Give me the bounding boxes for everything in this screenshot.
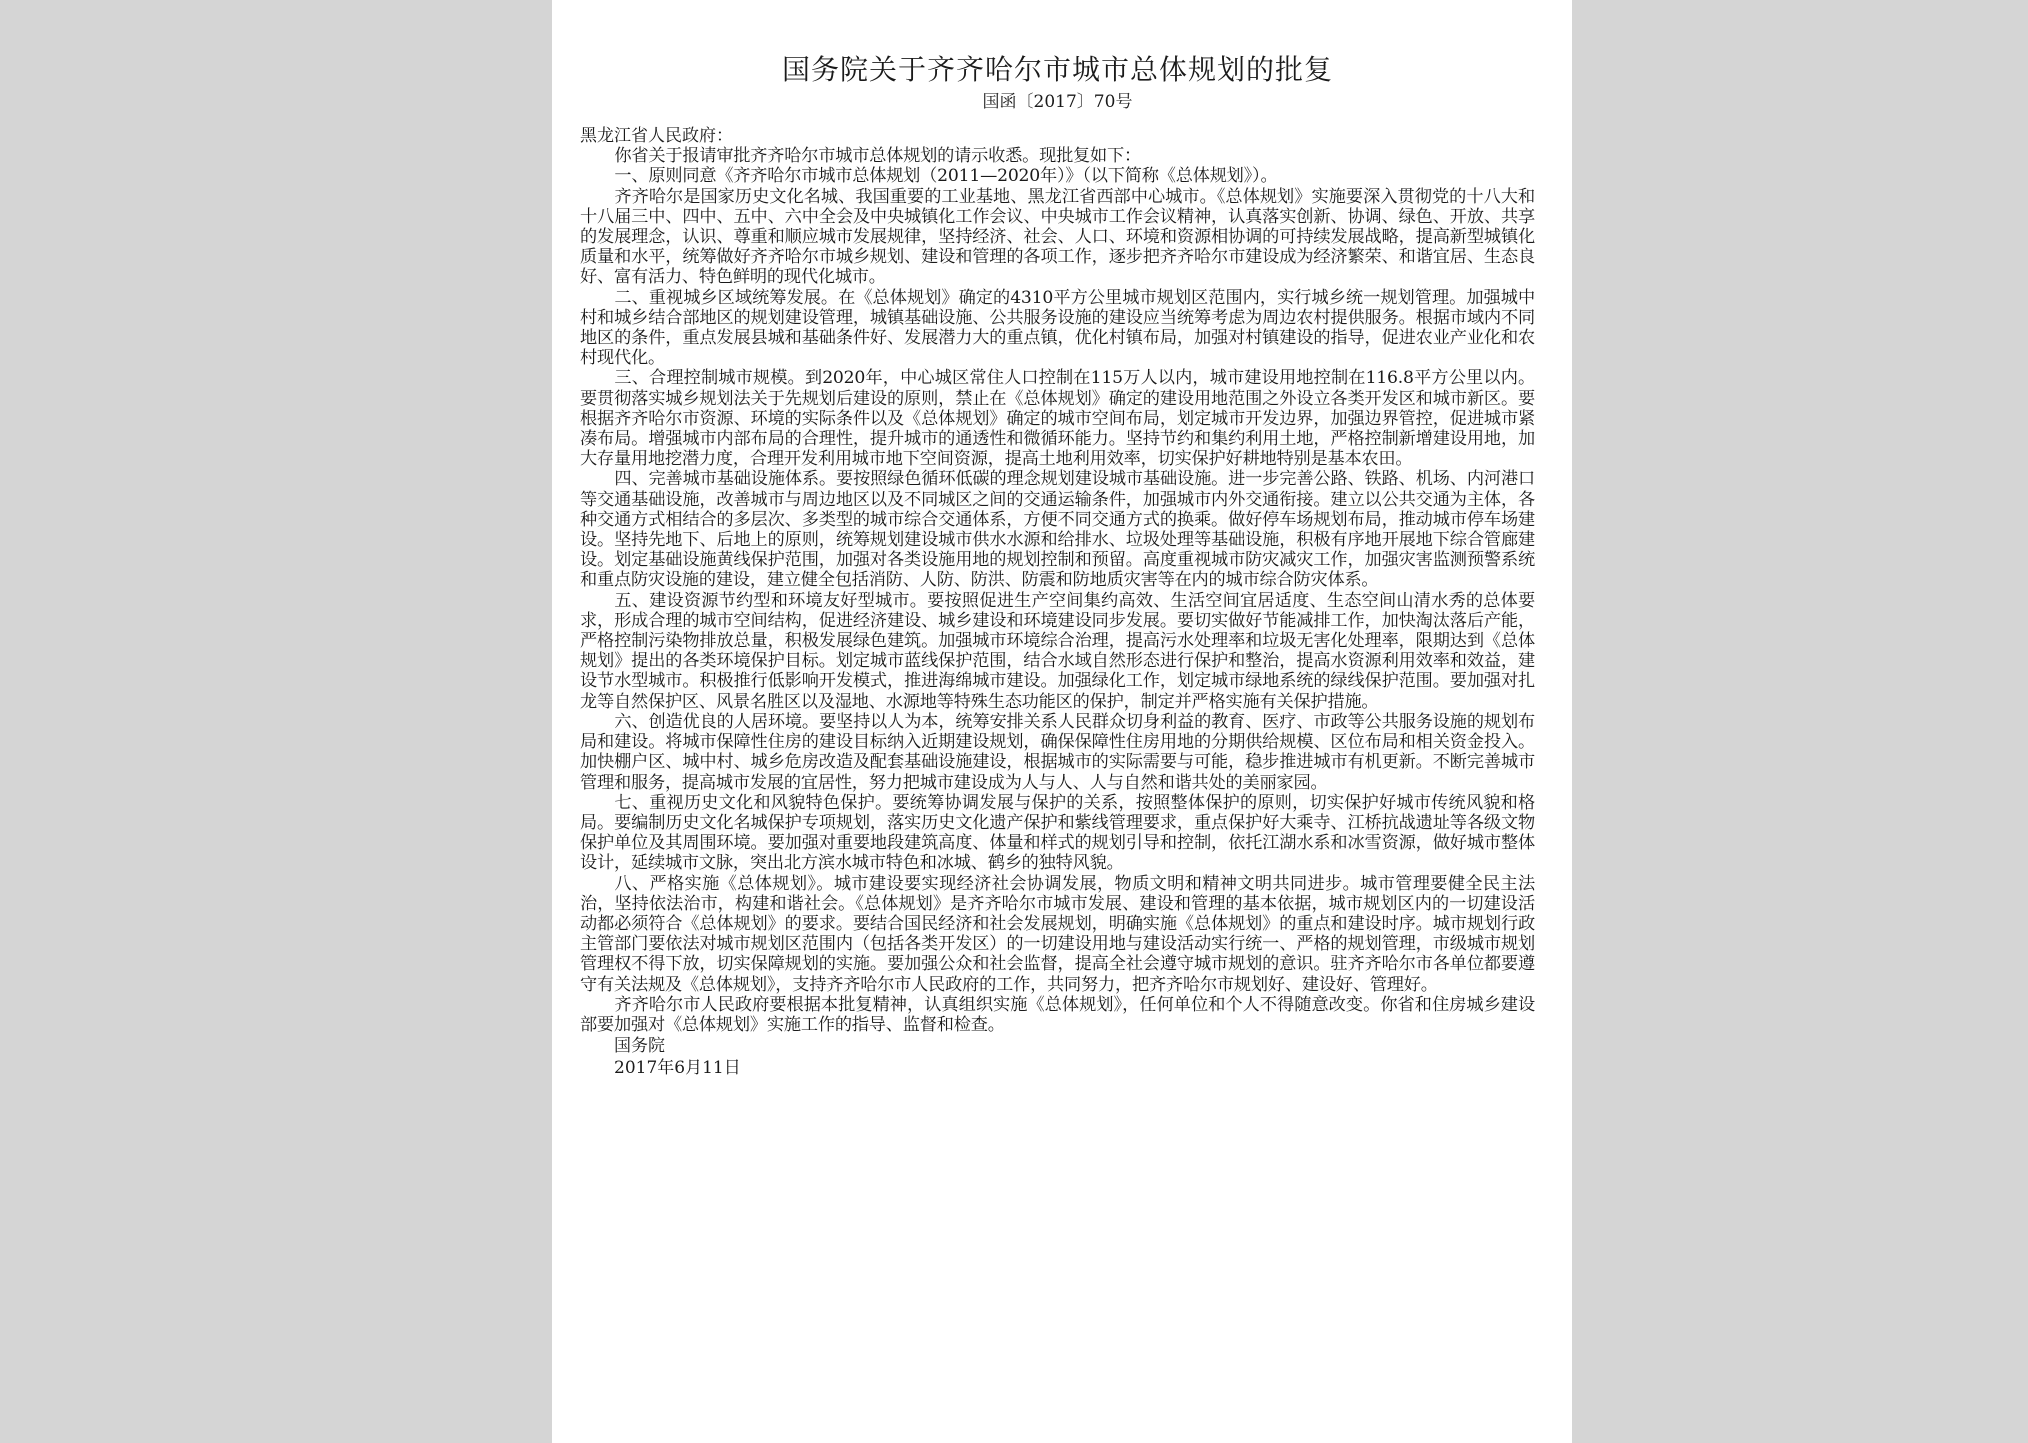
paragraph: 齐齐哈尔市人民政府要根据本批复精神，认真组织实施《总体规划》，任何单位和个人不得随意改变。你省和住房城乡建设部要加强对《总体规划》实施工作的指导、监督和检查。 [580,994,1535,1035]
paragraph: 七、重视历史文化和风貌特色保护。要统筹协调发展与保护的关系，按照整体保护的原则，切实保护好城市传统风貌和格局。要编制历史文化名城保护专项规划，落实历史文化遗产保护和紫线管理要求，重点保护好大乘寺、江桥抗战遗址等各级文物保护单位及其周围环境。要加强对重要地段建筑高度、体量和样式的规划引导和控制，依托江湖水系和冰雪资源，做好城市整体设计，延续城市文脉，突出北方滨水城市特色和冰城、鹤乡的独特风貌。 [580,792,1535,874]
paragraph: 齐齐哈尔是国家历史文化名城、我国重要的工业基地、黑龙江省西部中心城市。《总体规划》实施要深入贯彻党的十八大和十八届三中、四中、五中、六中全会及中央城镇化工作会议、中央城市工作会议精神，认真落实创新、协调、绿色、开放、共享的发展理念，认识、尊重和顺应城市发展规律，坚持经济、社会、人口、环境和资源相协调的可持续发展战略，提高新型城镇化质量和水平，统筹做好齐齐哈尔市城乡规划、建设和管理的各项工作，逐步把齐齐哈尔市建设成为经济繁荣、和谐宜居、生态良好、富有活力、特色鲜明的现代化城市。 [580,186,1535,288]
document-body [580,146,1535,1035]
document-number: 国函〔2017〕70号 [982,92,1133,112]
document-page [552,0,1572,1443]
addressee: 黑龙江省人民政府： [580,126,733,146]
paragraph: 八、严格实施《总体规划》。城市建设要实现经济社会协调发展，物质文明和精神文明共同进步。城市管理要健全民主法治，坚持依法治市，构建和谐社会。《总体规划》是齐齐哈尔市城市发展、建设和管理的基本依据，城市规划区内的一切建设活动都必须符合《总体规划》的要求。要结合国民经济和社会发展规划，明确实施《总体规划》的重点和建设时序。城市规划行政主管部门要依法对城市规划区范围内（包括各类开发区）的一切建设用地与建设活动实行统一、严格的规划管理，市级城市规划管理权不得下放，切实保障规划的实施。要加强公众和社会监督，提高全社会遵守城市规划的意识。驻齐齐哈尔市各单位都要遵守有关法规及《总体规划》，支持齐齐哈尔市人民政府的工作，共同努力，把齐齐哈尔市规划好、建设好、管理好。 [580,873,1535,995]
paragraph: 五、建设资源节约型和环境友好型城市。要按照促进生产空间集约高效、生活空间宜居适度、生态空间山清水秀的总体要求，形成合理的城市空间结构，促进经济建设、城乡建设和环境建设同步发展。要切实做好节能减排工作，加快淘汰落后产能，严格控制污染物排放总量，积极发展绿色建筑。加强城市环境综合治理，提高污水处理率和垃圾无害化处理率，限期达到《总体规划》提出的各类环境保护目标。划定城市蓝线保护范围，结合水域自然形态进行保护和整治，提高水资源利用效率和效益，建设节水型城市。积极推行低影响开发模式，推进海绵城市建设。加强绿化工作，划定城市绿地系统的绿线保护范围。要加强对扎龙等自然保护区、风景名胜区以及湿地、水源地等特殊生态功能区的保护，制定并严格实施有关保护措施。 [580,590,1535,712]
paragraph: 二、重视城乡区域统筹发展。在《总体规划》确定的4310平方公里城市规划区范围内，实行城乡统一规划管理。加强城中村和城乡结合部地区的规划建设管理，城镇基础设施、公共服务设施的建设应当统筹考虑为周边农村提供服务。根据市域内不同地区的条件，重点发展县城和基础条件好、发展潜力大的重点镇，优化村镇布局，加强对村镇建设的指导，促进农业产业化和农村现代化。 [580,287,1535,369]
signature-date: 2017年6月11日 [614,1058,741,1079]
signature: 国务院 [614,1036,665,1057]
paragraph: 六、创造优良的人居环境。要坚持以人为本，统筹安排关系人民群众切身利益的教育、医疗、市政等公共服务设施的规划布局和建设。将城市保障性住房的建设目标纳入近期建设规划，确保保障性住房用地的分期供给规模、区位布局和相关资金投入。加快棚户区、城中村、城乡危房改造及配套基础设施建设，根据城市的实际需要与可能，稳步推进城市有机更新。不断完善城市管理和服务，提高城市发展的宜居性，努力把城市建设成为人与人、人与自然和谐共处的美丽家园。 [580,711,1535,793]
paragraph: 四、完善城市基础设施体系。要按照绿色循环低碳的理念规划建设城市基础设施。进一步完善公路、铁路、机场、内河港口等交通基础设施，改善城市与周边地区以及不同城区之间的交通运输条件，加强城市内外交通衔接。建立以公共交通为主体，各种交通方式相结合的多层次、多类型的城市综合交通体系，方便不同交通方式的换乘。做好停车场规划布局，推动城市停车场建设。坚持先地下、后地上的原则，统筹规划建设城市供水水源和给排水、垃圾处理等基础设施，积极有序地开展地下综合管廊建设。划定基础设施黄线保护范围，加强对各类设施用地的规划控制和预留。高度重视城市防灾减灾工作，加强灾害监测预警系统和重点防灾设施的建设，建立健全包括消防、人防、防洪、防震和防地质灾害等在内的城市综合防灾体系。 [580,469,1535,591]
document-title: 国务院关于齐齐哈尔市城市总体规划的批复 [781,53,1333,86]
paragraph: 三、合理控制城市规模。到2020年，中心城区常住人口控制在115万人以内，城市建设用地控制在116.8平方公里以内。要贯彻落实城乡规划法关于先规划后建设的原则，禁止在《总体规划》确定的建设用地范围之外设立各类开发区和城市新区。要根据齐齐哈尔市资源、环境的实际条件以及《总体规划》确定的城市空间布局，划定城市开发边界，加强边界管控，促进城市紧凑布局。增强城市内部布局的合理性，提升城市的通透性和微循环能力。坚持节约和集约利用土地，严格控制新增建设用地，加大存量用地挖潜力度，合理开发利用城市地下空间资源，提高土地利用效率，切实保护好耕地特别是基本农田。 [580,368,1535,470]
paragraph: 你省关于报请审批齐齐哈尔市城市总体规划的请示收悉。现批复如下： [614,146,1142,167]
paragraph: 一、原则同意《齐齐哈尔市城市总体规划（2011—2020年）》（以下简称《总体规划》）。 [614,166,1278,187]
